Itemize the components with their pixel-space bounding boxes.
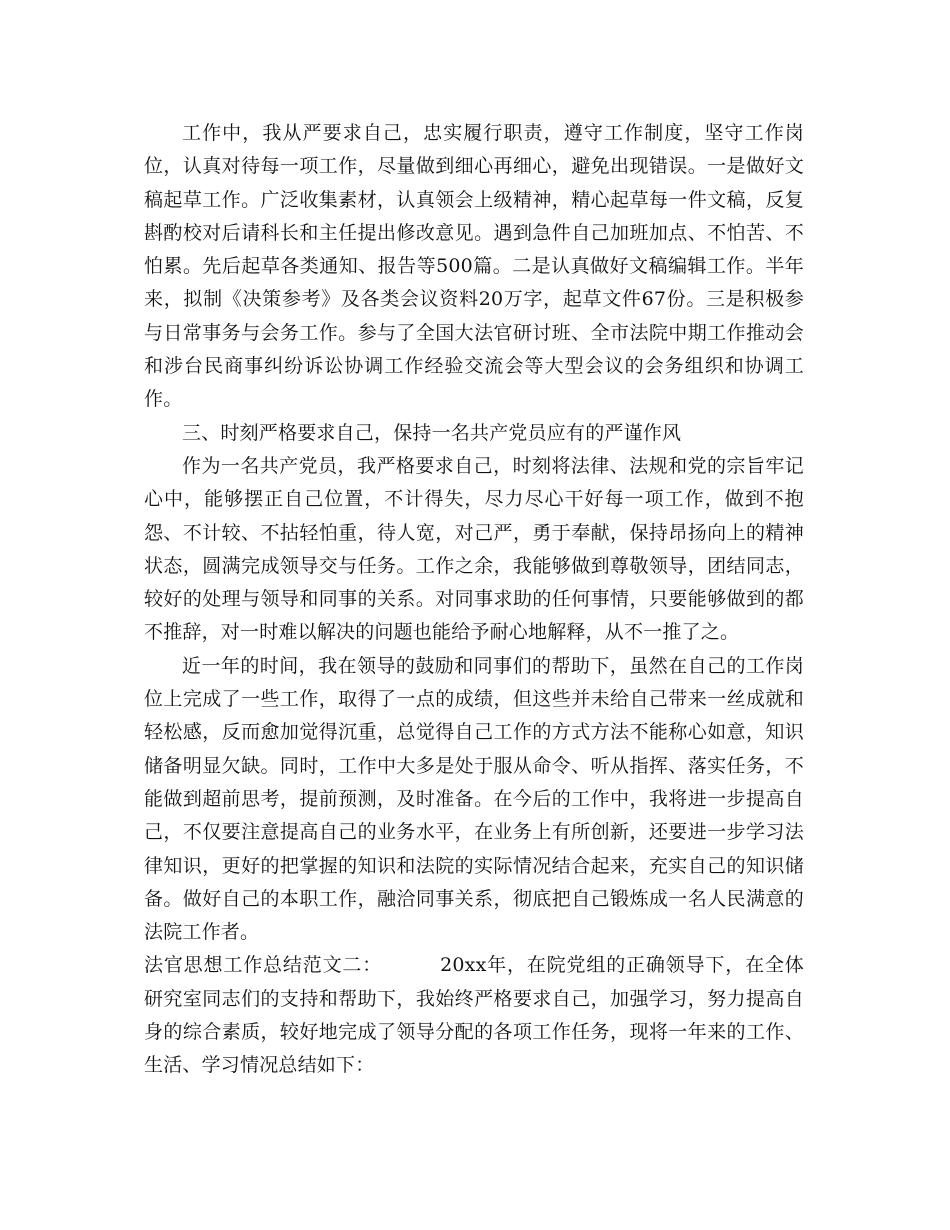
sample-two-title: 法官思想工作总结范文二：: [144, 954, 383, 977]
document-page: [144, 117, 804, 1083]
sample-two-body: 20xx年，在院党组的正确领导下，在全体研究室同志们的支持和帮助下，我始终严格要求自己，加强学习，努力提高自身的综合素质，较好地完成了领导分配的各项工作任务，现将一年来的工作、生活、学习情况总结如下：: [144, 954, 804, 1077]
section-heading-three: 三、时刻严格要求自己，保持一名共产党员应有的严谨作风: [182, 421, 682, 444]
paragraph-year-summary: 近一年的时间，我在领导的鼓励和同事们的帮助下，虽然在自己的工作岗位上完成了一些工作，取得了一点的成绩，但这些并未给自己带来一丝成就和轻松感，反而愈加觉得沉重，总觉得自己工作的方式方法不能称心如意，知识储备明显欠缺。同时，工作中大多是处于服从命令、听从指挥、落实任务，不能做到超前思考，提前预测，及时准备。在今后的工作中，我将进一步提高自己，不仅要注意提高自己的业务水平，在业务上有所创新，还要进一步学习法律知识，更好的把掌握的知识和法院的实际情况结合起来，充实自己的知识储备。做好自己的本职工作，融洽同事关系，彻底把自己锻炼成一名人民满意的法院工作者。: [144, 654, 804, 944]
paragraph-party-member: 作为一名共产党员，我严格要求自己，时刻将法律、法规和党的宗旨牢记心中，能够摆正自己位置，不计得失，尽力尽心干好每一项工作，做到不抱怨、不计较、不拈轻怕重，待人宽，对己严，勇于奉献，保持昂扬向上的精神状态，圆满完成领导交与任务。工作之余，我能够做到尊敬领导，团结同志，较好的处理与领导和同事的关系。对同事求助的任何事情，只要能够做到的都不推辞，对一时难以解决的问题也能给予耐心地解释，从不一推了之。: [144, 454, 804, 644]
paragraph-work-duties: 工作中，我从严要求自己，忠实履行职责，遵守工作制度，坚守工作岗位，认真对待每一项工作，尽量做到细心再细心，避免出现错误。一是做好文稿起草工作。广泛收集素材，认真领会上级精神，精心起草每一件文稿，反复斟酌校对后请科长和主任提出修改意见。遇到急件自己加班加点、不怕苦、不怕累。先后起草各类通知、报告等500篇。二是认真做好文稿编辑工作。半年来，拟制《决策参考》及各类会议资料20万字，起草文件67份。三是积极参与日常事务与会务工作。参与了全国大法官研讨班、全市法院中期工作推动会和涉台民商事纠纷诉讼协调工作经验交流会等大型会议的会务组织和协调工作。: [144, 122, 804, 411]
paragraph-sample-two: [144, 949, 804, 1082]
